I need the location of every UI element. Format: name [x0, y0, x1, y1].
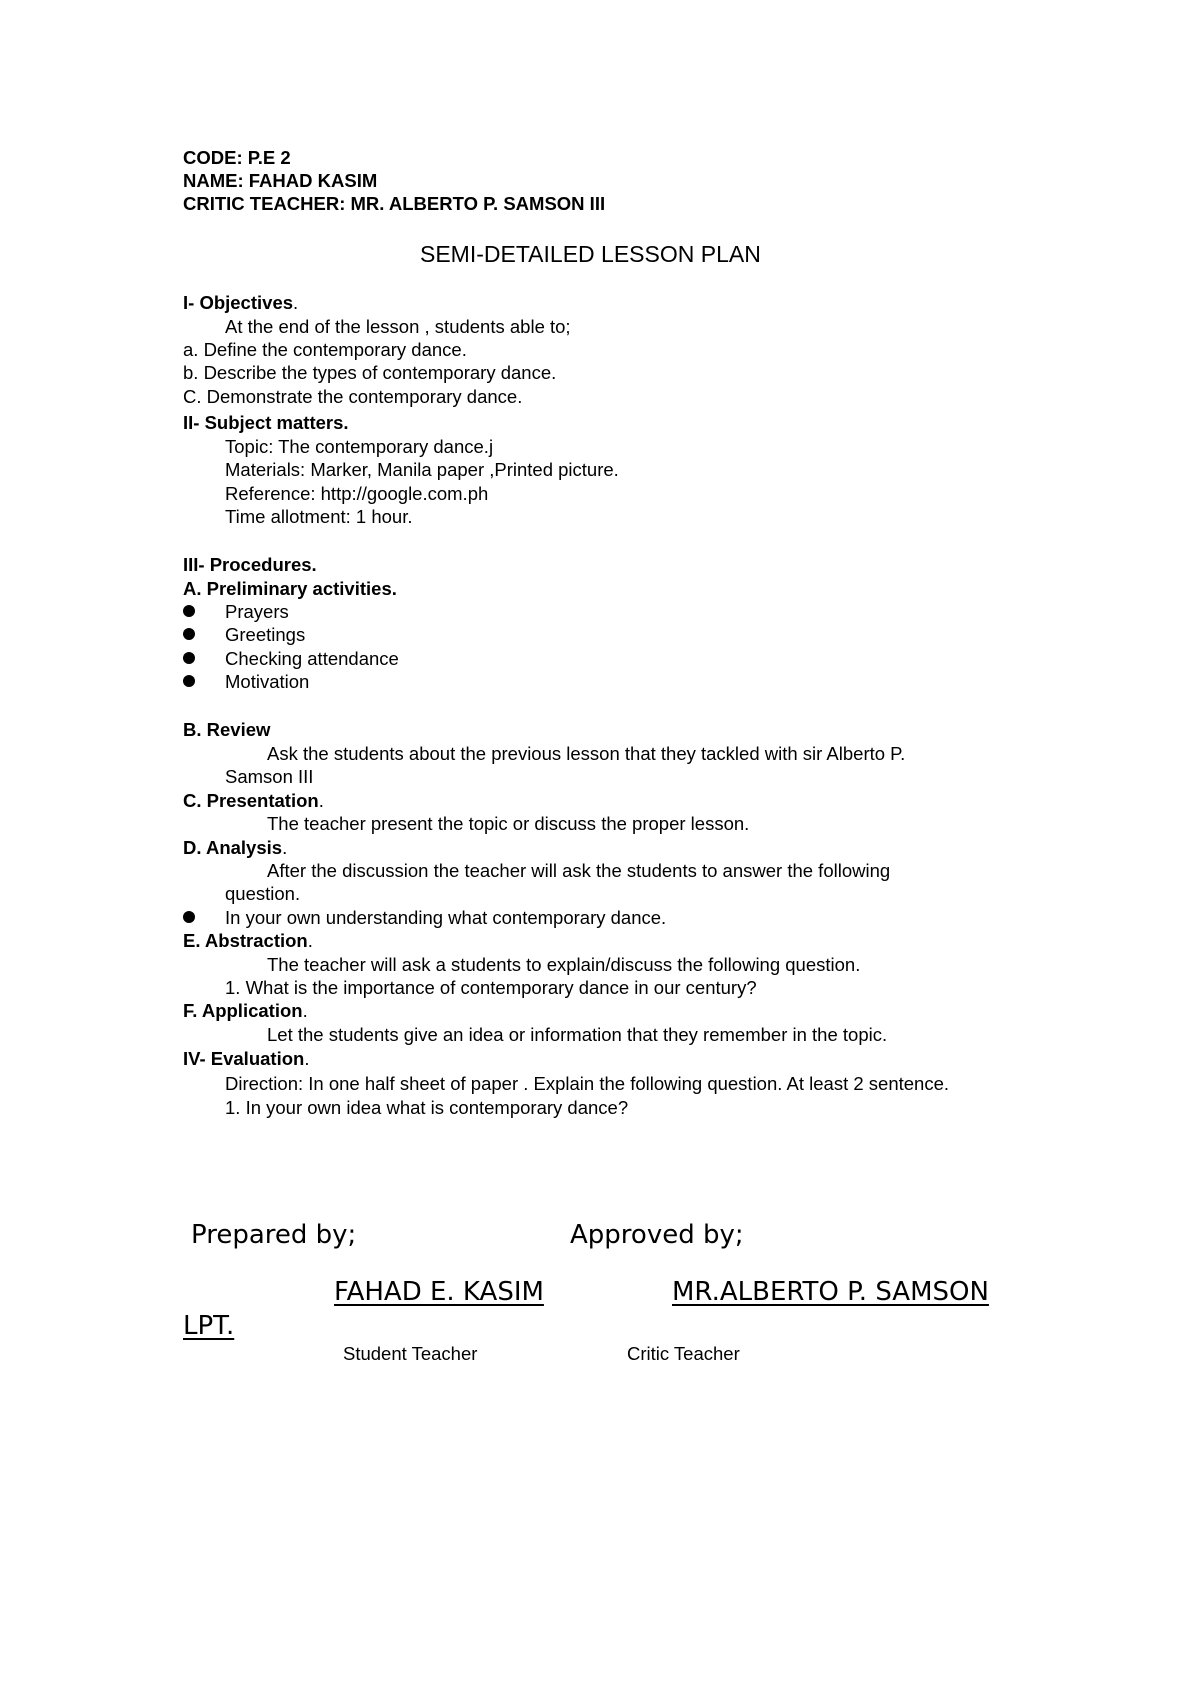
- subject-topic: Topic: The contemporary dance.j: [225, 436, 494, 457]
- analysis-heading: D. Analysis.: [183, 837, 288, 858]
- objective-item: b. Describe the types of contemporary dance.: [183, 362, 557, 383]
- review-heading: B. Review: [183, 719, 271, 740]
- objective-item: C. Demonstrate the contemporary dance.: [183, 386, 523, 407]
- procedures-heading: III- Procedures.: [183, 554, 317, 575]
- evaluation-heading: IV- Evaluation.: [183, 1048, 310, 1069]
- objectives-heading: I- Objectives.: [183, 292, 299, 313]
- application-text: Let the students give an idea or information that they remember in the topic.: [267, 1024, 888, 1045]
- bullet-icon: [183, 675, 195, 687]
- approver-role: Critic Teacher: [627, 1343, 740, 1364]
- evaluation-direction: Direction: In one half sheet of paper . Explain the following question. At least 2 sentence.: [225, 1073, 950, 1094]
- list-item: Greetings: [225, 624, 306, 645]
- list-item: Checking attendance: [225, 648, 399, 669]
- bullet-icon: [183, 605, 195, 617]
- review-text-cont: Samson III: [225, 766, 314, 787]
- abstraction-heading: E. Abstraction.: [183, 930, 313, 951]
- subject-heading: II- Subject matters.: [183, 412, 349, 433]
- approver-suffix: LPT.: [183, 1311, 235, 1341]
- name-line: NAME: FAHAD KASIM: [183, 170, 378, 191]
- bullet-icon: [183, 628, 195, 640]
- preparer-name: FAHAD E. KASIM: [334, 1277, 544, 1307]
- document-title: SEMI-DETAILED LESSON PLAN: [420, 241, 761, 267]
- subject-materials: Materials: Marker, Manila paper ,Printed picture.: [225, 459, 619, 480]
- subject-reference: Reference: http://google.com.ph: [225, 483, 489, 504]
- application-heading: F. Application.: [183, 1000, 308, 1021]
- preparer-role: Student Teacher: [343, 1343, 478, 1364]
- approved-by-label: Approved by;: [570, 1220, 744, 1250]
- critic-teacher-line: CRITIC TEACHER: MR. ALBERTO P. SAMSON III: [183, 193, 606, 214]
- bullet-icon: [183, 652, 195, 664]
- abstraction-text: The teacher will ask a students to explain/discuss the following question.: [267, 954, 861, 975]
- code-line: CODE: P.E 2: [183, 147, 291, 168]
- bullet-icon: [183, 911, 195, 923]
- list-item: Prayers: [225, 601, 289, 622]
- analysis-text-cont: question.: [225, 883, 301, 904]
- approver-name: MR.ALBERTO P. SAMSON: [672, 1277, 989, 1307]
- evaluation-question: 1. In your own idea what is contemporary dance?: [225, 1097, 629, 1118]
- review-text: Ask the students about the previous lesson that they tackled with sir Alberto P.: [267, 743, 906, 764]
- preliminary-heading: A. Preliminary activities.: [183, 578, 397, 599]
- abstraction-question: 1. What is the importance of contemporary dance in our century?: [225, 977, 757, 998]
- objective-item: a. Define the contemporary dance.: [183, 339, 467, 360]
- objectives-intro: At the end of the lesson , students able to;: [225, 316, 571, 337]
- presentation-text: The teacher present the topic or discuss the proper lesson.: [267, 813, 750, 834]
- prepared-by-label: Prepared by;: [191, 1220, 357, 1250]
- presentation-heading: C. Presentation.: [183, 790, 324, 811]
- list-item: Motivation: [225, 671, 310, 692]
- subject-time: Time allotment: 1 hour.: [225, 506, 413, 527]
- analysis-text: After the discussion the teacher will ask the students to answer the following: [267, 860, 891, 881]
- analysis-question: In your own understanding what contemporary dance.: [225, 907, 667, 928]
